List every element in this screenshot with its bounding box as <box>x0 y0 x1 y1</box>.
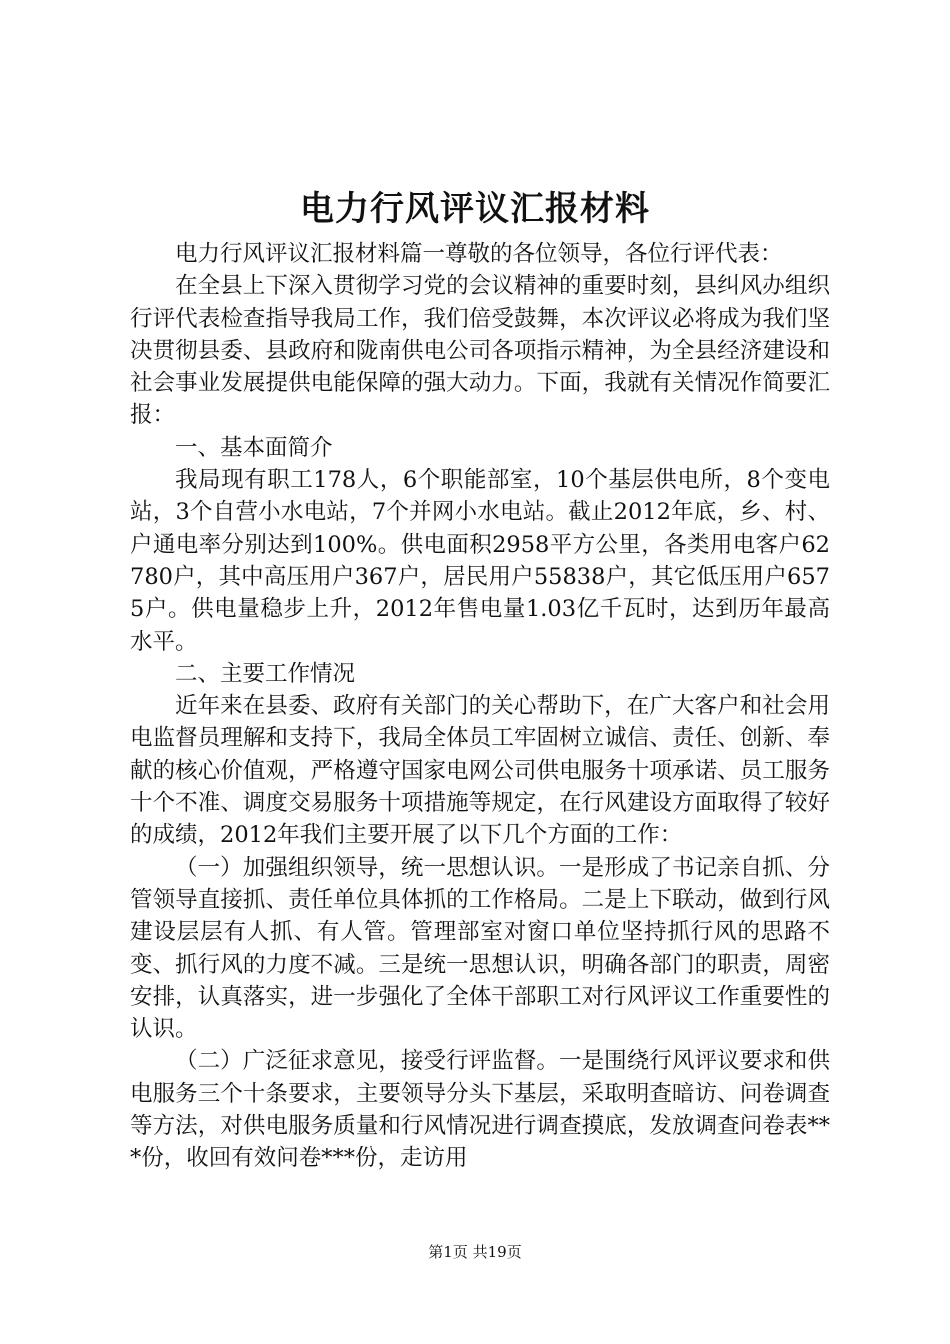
document-title: 电力行风评议汇报材料 <box>300 189 650 229</box>
paragraph-work-overview: 近年来在县委、政府有关部门的关心帮助下，在广大客户和社会用电监督员理解和支持下，我局全体员工牢固树立诚信、责任、创新、奉献的核心价值观，严格遵守国家电网公司供电服务十项承诺、员工服务十个不准、调度交易服务十项措施等规定，在行风建设方面取得了较好的成绩，2012年我们主要开展了以下几个方面的工作： <box>130 693 830 849</box>
paragraph-opening: 在全县上下深入贯彻学习党的会议精神的重要时刻，县纠风办组织行评代表检查指导我局工作，我们倍受鼓舞，本次评议必将成为我们坚决贯彻县委、县政府和陇南供电公司各项指示精神，为全县经济建设和社会事业发展提供电能保障的强大动力。下面，我就有关情况作简要汇报： <box>130 273 830 429</box>
page-number-footer: 第1页 共19页 <box>428 1243 522 1261</box>
paragraph-intro: 电力行风评议汇报材料篇一尊敬的各位领导，各位行评代表： <box>175 241 783 267</box>
section-heading-work: 二、主要工作情况 <box>175 660 356 687</box>
paragraph-item-two: （二）广泛征求意见，接受行评监督。一是围绕行风评议要求和供电服务三个十条要求，主要领导分头下基层，采取明查暗访、问卷调查等方法，对供电服务质量和行风情况进行调查摸底，发放调查问卷表***份，收回有效问卷***份，走访用 <box>130 1048 830 1172</box>
section-heading-basic: 一、基本面简介 <box>175 434 333 461</box>
paragraph-basic-info: 我局现有职工178人，6个职能部室，10个基层供电所，8个变电站，3个自营小水电站，7个并网小水电站。截止2012年底，乡、村、户通电率分别达到100%。供电面积2958平方公里，各类用电客户62780户，其中高压用户367户，居民用户55838户，其它低压用户6575户。供电量稳步上升，2012年售电量1.03亿千瓦时，达到历年最高水平。 <box>130 467 830 655</box>
paragraph-item-one: （一）加强组织领导，统一思想认识。一是形成了书记亲自抓、分管领导直接抓、责任单位具体抓的工作格局。二是上下联动，做到行风建设层层有人抓、有人管。管理部室对窗口单位坚持抓行风的思路不变、抓行风的力度不减。三是统一思想认识，明确各部门的职责，周密安排，认真落实，进一步强化了全体干部职工对行风评议工作重要性的认识。 <box>130 854 830 1043</box>
document-body <box>130 238 830 1175</box>
